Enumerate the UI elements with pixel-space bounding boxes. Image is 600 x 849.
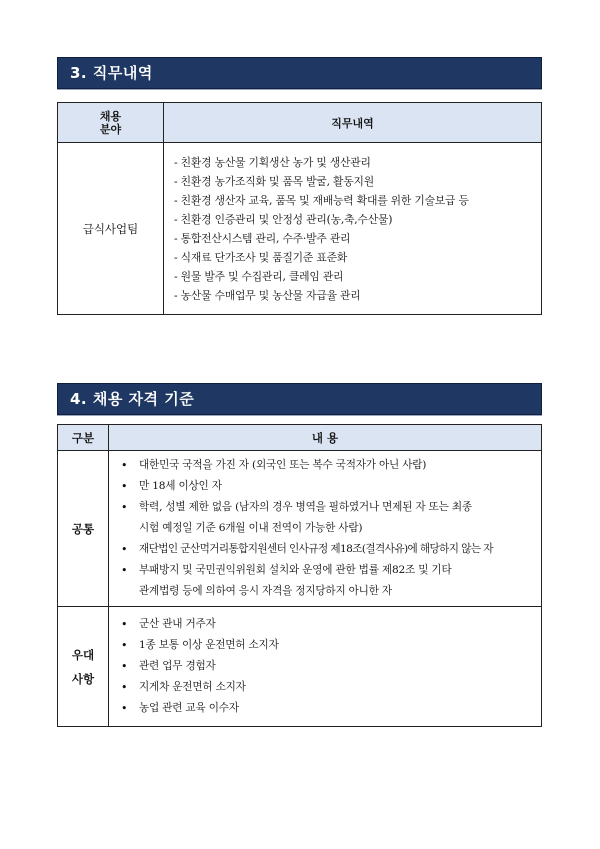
bullet-icon: • [121, 480, 128, 493]
bullet-icon: • [121, 543, 127, 556]
list-item: - 원물 발주 및 수집관리, 클레임 관리 [174, 269, 344, 283]
section-3-title: 3. 직무내역 [57, 57, 542, 89]
list-item: • 농업 관련 교육 이수자 [119, 698, 537, 719]
list-item: • 대한민국 국적을 가진 자 (외국인 또는 복수 국적자가 아닌 사람) [119, 455, 537, 476]
bullet-icon: • [121, 660, 128, 673]
list-item: • 지게차 운전면허 소지자 [119, 677, 537, 698]
list-item: - 친환경 인증관리 및 안정성 관리(농,축,수산물) [174, 212, 393, 226]
list-item: • 부패방지 및 국민권익위원회 설치와 운영에 관한 법률 제82조 및 기타 관계법령 등에 의하여 응시 자격을 정지당하지 아니한 자 [119, 560, 537, 602]
list-item: - 친환경 농가조직화 및 품목 발굴, 활동지원 [174, 174, 374, 188]
list-item: - 친환경 농산물 기획생산 농가 및 생산관리 [174, 155, 371, 169]
table-row [58, 143, 542, 315]
header-category: 구분 [58, 425, 109, 451]
list-item: - 농산물 수매업무 및 농산물 자급율 관리 [174, 288, 361, 302]
qualification-table [57, 424, 542, 727]
category-preferred: 우대 사항 [58, 607, 109, 727]
preferred-list [109, 607, 542, 727]
duties-list [164, 143, 542, 315]
job-duties-table [57, 102, 542, 315]
list-item: • 만 18세 이상인 자 [119, 476, 537, 497]
list-item: • 1종 보통 이상 운전면허 소지자 [119, 635, 537, 656]
list-item: - 식재료 단가조사 및 품질기준 표준화 [174, 250, 348, 264]
list-item: • 관련 업무 경험자 [119, 656, 537, 677]
bullet-icon: • [121, 618, 128, 631]
category-cell: 급식사업팀 [58, 143, 164, 315]
list-item: - 친환경 생산자 교육, 품목 및 재배능력 확대를 위한 기술보급 등 [174, 193, 469, 207]
list-item: • 군산 관내 거주자 [119, 614, 537, 635]
bullet-icon: • [121, 564, 128, 577]
header-hiring-field-text: 채용 분야 [99, 109, 122, 136]
table-header-row [58, 425, 542, 451]
list-item: • 학력, 성별 제한 없음 (남자의 경우 병역을 필하였거나 면제된 자 또는 최종 시험 예정일 기준 6개월 이내 전역이 가능한 사람) [119, 497, 537, 539]
bullet-icon: • [121, 459, 128, 472]
category-common: 공통 [58, 451, 109, 607]
header-content: 내 용 [109, 425, 542, 451]
section-4-title: 4. 채용 자격 기준 [57, 383, 542, 415]
common-requirements-list [109, 451, 542, 607]
bullet-icon: • [121, 702, 128, 715]
list-item: • 재단법인 군산먹거리통합지원센터 인사규정 제18조(결격사유)에 해당하지 않는 자 [119, 539, 537, 560]
list-item: - 통합전산시스템 관리, 수주·발주 관리 [174, 231, 351, 245]
table-row-common [58, 451, 542, 607]
bullet-icon: • [121, 501, 128, 514]
bullet-icon: • [121, 681, 128, 694]
bullet-icon: • [121, 639, 128, 652]
header-job-duties: 직무내역 [164, 103, 542, 143]
table-header-row [58, 103, 542, 143]
header-hiring-field [58, 103, 164, 143]
table-row-preferred [58, 607, 542, 727]
